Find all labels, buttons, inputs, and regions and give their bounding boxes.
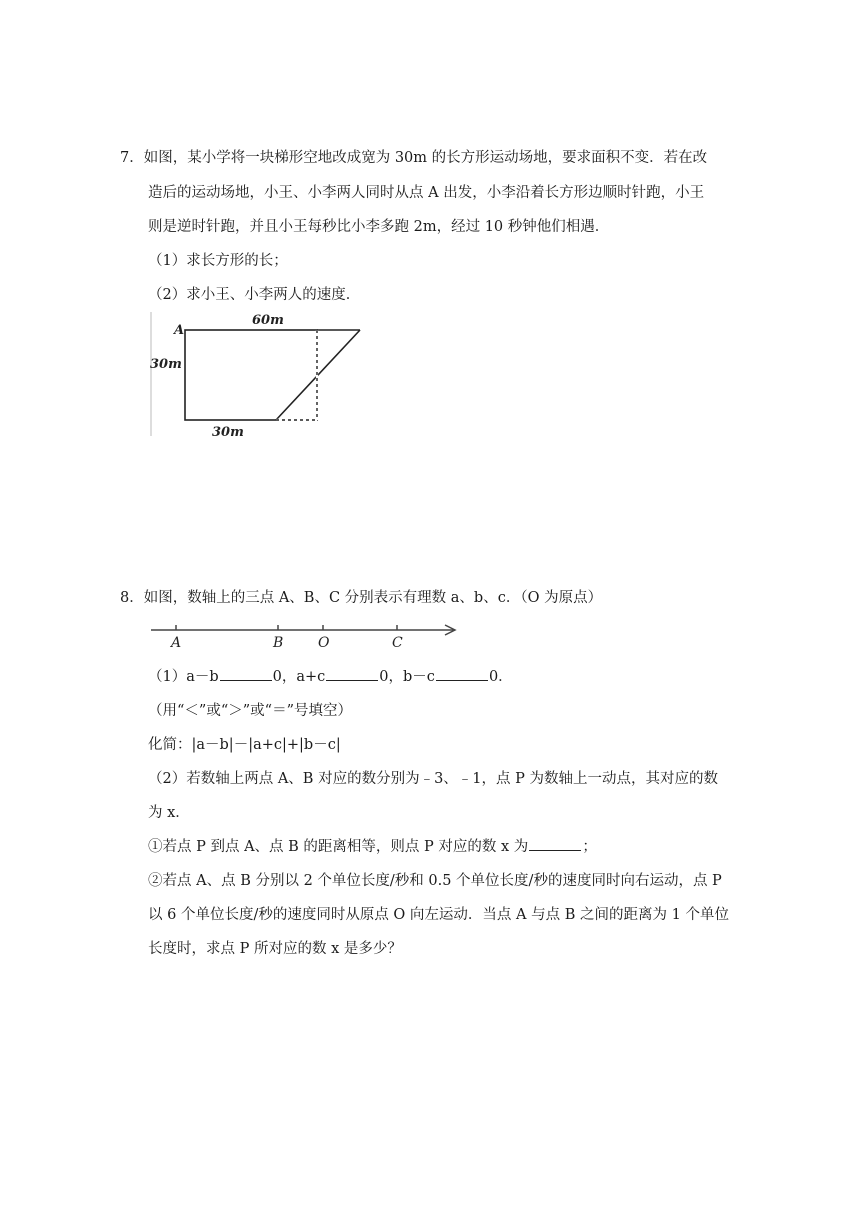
q8-text-line-1: 8．如图，数轴上的三点 A、B、C 分别表示有理数 a、b、c．（O 为原点） bbox=[120, 590, 603, 606]
part1-segment-d: 0． bbox=[488, 669, 513, 685]
rectangle bbox=[185, 330, 317, 420]
label-point-c: C bbox=[392, 635, 403, 651]
q8-sub-2-line-3: 长度时，求点 P 所对应的数 x 是多少？ bbox=[148, 941, 402, 957]
q7-text-line-1: 7．如图，某小学将一块梯形空地改成宽为 30m 的长方形运动场地，要求面积不变．若在改 bbox=[120, 150, 708, 166]
label-point-o: O bbox=[318, 635, 330, 651]
answer-blank-2[interactable] bbox=[326, 666, 378, 681]
answer-blank-1[interactable] bbox=[220, 666, 272, 681]
label-top-60m: 60m bbox=[252, 313, 284, 328]
q8-part-2-line-1: （2）若数轴上两点 A、B 对应的数分别为﹣3、﹣1，点 P 为数轴上一动点，其对应的数 bbox=[148, 771, 718, 787]
q8-simplify: 化简：|a－b|－|a+c|+|b－c| bbox=[148, 737, 341, 753]
q8-part-2-line-2: 为 x． bbox=[148, 805, 190, 821]
q8-part-1 bbox=[148, 665, 513, 686]
label-a: A bbox=[174, 323, 185, 338]
part1-segment-c: 0，b－c bbox=[379, 669, 435, 685]
label-bottom-30m: 30m bbox=[212, 425, 244, 440]
label-point-a: A bbox=[171, 635, 182, 651]
q8-sub-2-line-2: 以 6 个单位长度/秒的速度同时从原点 O 向左运动．当点 A 与点 B 之间的距离为 1 个单位 bbox=[148, 907, 729, 923]
sub1-end: ； bbox=[582, 839, 597, 855]
part1-segment-b: 0，a+c bbox=[272, 669, 326, 685]
q8-sub-2-line-1: ②若点 A、点 B 分别以 2 个单位长度/秒和 0.5 个单位长度/秒的速度同时向右运动，点 P bbox=[148, 873, 722, 889]
label-point-b: B bbox=[273, 635, 284, 651]
q7-text-line-2: 造后的运动场地，小王、小李两人同时从点 A 出发，小李沿着长方形边顺时针跑，小王 bbox=[148, 185, 705, 201]
sub1-text: ①若点 P 到点 A、点 B 的距离相等，则点 P 对应的数 x 为 bbox=[148, 839, 529, 855]
q7-part-1: （1）求长方形的长； bbox=[148, 253, 288, 269]
answer-blank-4[interactable] bbox=[529, 836, 581, 851]
q8-number-line bbox=[148, 618, 468, 652]
answer-blank-3[interactable] bbox=[436, 666, 488, 681]
q7-figure bbox=[148, 310, 368, 440]
q7-part-2: （2）求小王、小李两人的速度． bbox=[148, 287, 361, 303]
label-left-30m: 30m bbox=[150, 357, 182, 372]
part1-segment-a: （1）a－b bbox=[148, 669, 219, 685]
q7-text-line-3: 则是逆时针跑，并且小王每秒比小李多跑 2m，经过 10 秒钟他们相遇． bbox=[148, 219, 610, 235]
q8-sub-1 bbox=[148, 835, 597, 856]
q8-hint: （用“＜”或“＞”或“＝”号填空） bbox=[148, 703, 352, 719]
